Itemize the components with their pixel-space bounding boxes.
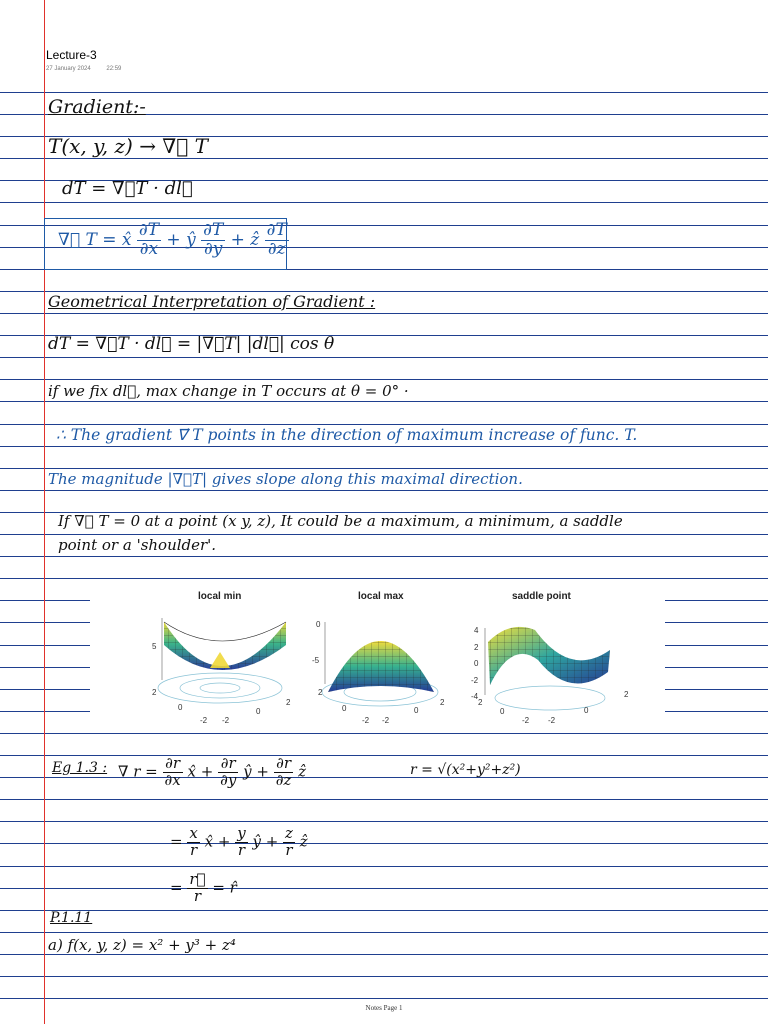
unit: x̂ + [204,832,231,851]
page-timestamp [46,66,135,72]
tick: 0 [316,620,321,629]
tick: -2 [200,716,208,725]
gradient-heading: Gradient:- [48,96,146,118]
partial-z: $\frac{\partial T}{\partial z}$ [266,220,287,259]
page-footer: Notes Page 1 [365,1004,403,1012]
partial-r-x: $\frac{\partial r}{\partial x}$ [164,754,181,789]
partial-r-z: $\frac{\partial r}{\partial z}$ [275,754,292,789]
example-equation [118,756,306,789]
plot-title-local-min: local min [198,591,242,602]
plot-title-local-max: local max [358,591,404,602]
unit: ẑ [299,832,308,851]
tick: 0 [474,659,479,668]
partial-x: $\frac{\partial T}{\partial x}$ [138,220,160,259]
tick: 5 [152,642,157,651]
dot-product-eq: dT = ∇⃗T · dl⃗ = |∇⃗T| |dl⃗| cos θ [48,334,335,354]
tick: -5 [312,656,320,665]
z-over-r: $\frac{z}{r}$ [285,824,293,859]
tick: 2 [152,688,157,697]
example-label: Eg 1.3 : [52,760,108,776]
tick: -2 [471,676,479,685]
example-step-2 [170,826,308,859]
equals: = [170,878,183,897]
surface-plots [140,600,620,725]
gradient-mapping: T(x, y, z) → ∇⃗ T [48,134,208,158]
tick: -4 [471,692,479,701]
geometric-heading: Geometrical Interpretation of Gradient : [48,292,376,311]
unit-y: + ŷ [166,229,196,250]
unit: x̂ + [187,762,214,781]
stationary-point-note: If ∇⃗ T = 0 at a point (x y, z), It could be a maximum, a minimum, a saddle [58,512,623,530]
example-lhs: ∇ r = [118,762,158,781]
r-vec-over-r: $\frac{r⃗}{r}$ [189,870,206,905]
tick: 0 [178,703,183,712]
unit-x: x̂ [121,229,132,250]
tick: -2 [362,716,370,725]
partial-y: $\frac{\partial T}{\partial y}$ [203,220,224,259]
tick: -2 [222,716,230,725]
margin-line [44,0,45,1024]
y-over-r: $\frac{y}{r}$ [237,824,246,859]
gradient-magnitude-note: The magnitude |∇⃗T| gives slope along this maximal direction. [48,470,523,488]
tick: 2 [318,688,323,697]
equals: = [170,832,183,851]
tick: 0 [256,707,261,716]
stationary-point-note-2: point or a 'shoulder'. [58,536,217,554]
tick: -2 [522,716,530,725]
local-min-plot [158,618,286,703]
problem-part-a: a) f(x, y, z) = x² + y³ + z⁴ [48,936,236,954]
unit: ŷ + [252,832,279,851]
gradient-definition [58,222,289,259]
r-hat: = r̂ [212,878,237,897]
page-time: 22:59 [106,66,122,72]
tick: 2 [440,698,445,707]
tick: 2 [624,690,629,699]
unit-z: + ẑ [230,229,260,250]
page-title: Lecture-3 [46,48,97,62]
example-step-3 [170,872,237,905]
tick: 0 [414,706,419,715]
gradient-lhs: ∇⃗ T = [58,229,122,250]
tick: -2 [548,716,556,725]
problem-label: P.1.11 [50,910,93,926]
partial-r-y: $\frac{\partial r}{\partial y}$ [220,754,237,789]
differential-eq: dT = ∇⃗T · dl⃗ [62,178,193,199]
tick: 0 [342,704,347,713]
local-max-plot [322,622,438,706]
page-date: 27 January 2024 [46,66,91,72]
tick: 2 [286,698,291,707]
gradient-direction-note: ∴ The gradient ∇⃗ T points in the direction of maximum increase of func. T. [56,426,638,444]
tick: -2 [382,716,390,725]
tick: 2 [474,643,479,652]
tick: 0 [500,707,505,716]
tick: 4 [474,626,479,635]
unit: ẑ [298,762,307,781]
tick: 2 [478,698,483,707]
saddle-plot [485,627,610,710]
max-change-note: if we fix dl⃗, max change in T occurs at θ = 0° · [48,382,409,400]
r-definition: r = √(x²+y²+z²) [410,762,521,778]
plot-title-saddle: saddle point [512,591,571,602]
tick: 0 [584,706,589,715]
unit: ŷ + [243,762,269,781]
x-over-r: $\frac{x}{r}$ [189,824,198,859]
